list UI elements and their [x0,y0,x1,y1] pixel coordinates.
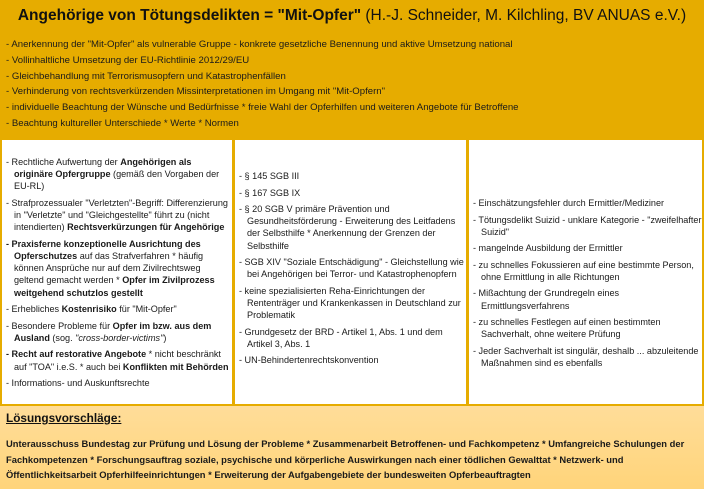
list-item: - § 20 SGB V primäre Prävention und Gesundheitsförderung - Erweiterung des Leitfadens der Selbsthilfe * Anerkennung der Grenzen der Selbsthilfe [239,204,456,251]
list-item: - zu schnelles Fokussieren auf eine bestimmte Person, ohne Ermittlung in alle Richtungen [473,259,694,282]
social-law-list [239,170,466,367]
list-item: - mangelnde Ausbildung der Ermittler [473,243,623,254]
title-main: Angehörige von Tötungsdelikten = "Mit-Opfer" [17,7,362,24]
list-item: - Mißachtung der Grundregeln eines Ermittlungsverfahrens [473,288,620,311]
list-item: - Praxisferne konzeptionelle Ausrichtung des Opferschutzes auf das Strafverfahren * häufig können Ansprüche nur auf dem Zivilrechtsweg geltend gemacht werden * Opfer im Zivilprozess weitgehend schutzlos gestellt [6,238,215,298]
column-investigation [469,140,702,404]
columns-section [0,138,704,406]
list-item: - § 167 SGB IX [239,187,301,198]
list-item: - keine spezialisierten Reha-Einrichtungen der Rententräger und Krankenkassen in Deutschland zur Problematik [239,285,461,321]
list-item: - Tötungsdelikt Suizid - unklare Kategorie - "zweifelhafter Suizid" [473,214,702,237]
demand-item: - Gleichbehandlung mit Terrorismusopfern und Katastrophenfällen [6,70,286,82]
list-item: - Strafprozessualer "Verletzten"-Begriff: Differenzierung in "Verletzte" und "Gleichgestellte" führt zu (nicht intendierten) Rechtsverkürzungen für Angehörige [6,197,228,233]
solutions-heading: Lösungsvorschläge: [6,411,122,425]
legal-rights-list [6,156,232,389]
header-panel [0,0,704,138]
list-item: - Rechtliche Aufwertung der Angehörigen als originäre Opfergruppe (gemäß den Vorgaben der EU-RL) [6,157,220,192]
demand-item: - Verhinderung von rechtsverkürzenden Missinterpretationen im Umgang mit "Mit-Opfern" [6,86,385,98]
list-item: - § 145 SGB III [239,171,300,181]
page-title [0,7,704,25]
column-legal-rights [2,140,232,404]
demand-item: - individuelle Beachtung der Wünsche und Bedürfnisse * freie Wahl der Opferhilfen und weiteren Angebote für Betroffene [6,102,519,114]
list-item: - SGB XIV "Soziale Entschädigung" - Gleichstellung wie bei Angehörigen bei Terror- und Katastrophenopfern [239,257,464,280]
title-authors: (H.-J. Schneider, M. Kilchling, BV ANUAS e.V.) [361,7,687,24]
investigation-list [473,197,702,369]
column-social-law [235,140,466,404]
list-item: - Informations- und Auskunftsrechte [6,378,150,389]
list-item: - Grundgesetz der BRD - Artikel 1, Abs. 1 und dem Artikel 3, Abs. 1 [239,326,443,349]
list-item: - UN-Behindertenrechtskonvention [239,355,379,366]
demand-item: - Beachtung kultureller Unterschiede * Werte * Normen [6,117,239,129]
list-item: - Besondere Probleme für Opfer im bzw. aus dem Ausland (sog. "cross-border-victims") [6,320,212,343]
solutions-panel [0,406,704,489]
list-item: - Jeder Sachverhalt ist singulär, deshalb ... abzuleitende Maßnahmen sind es ebenfalls [473,345,699,369]
list-item: - Einschätzungsfehler durch Ermittler/Mediziner [473,198,665,208]
solutions-text: Unterausschuss Bundestag zur Prüfung und Lösung der Probleme * Zusammenarbeit Betroffenen- und Fachkompetenz * Umfangreiche Schulungen der Fachkompetenzen * Forschungsauftrag soziale, psychische und körperliche Auswirkungen nach einer tödlichen Gewalttat * Netzwerk- und Öffentlichkeitsarbeit Opferhilfeeinrichtungen * Erweiterung der Aufgabengebiete der bundesweiten Opferbeauftragten [6,438,685,481]
demand-item: - Vollinhaltliche Umsetzung der EU-Richtlinie 2012/29/EU [6,54,250,66]
list-item: - Recht auf restorative Angebote * nicht beschränkt auf "TOA" i.e.S. * auch bei Konflikten mit Behörden [6,349,229,372]
list-item: - zu schnelles Festlegen auf einen bestimmten Sachverhalt, ohne weitere Prüfung [473,317,661,340]
list-item: - Erhebliches Kostenrisiko für "Mit-Opfer" [6,304,177,315]
demand-item: - Anerkennung der "Mit-Opfer" als vulnerable Gruppe - konkrete gesetzliche Benennung und aktive Umsetzung national [6,39,513,50]
demands-list [6,37,519,132]
